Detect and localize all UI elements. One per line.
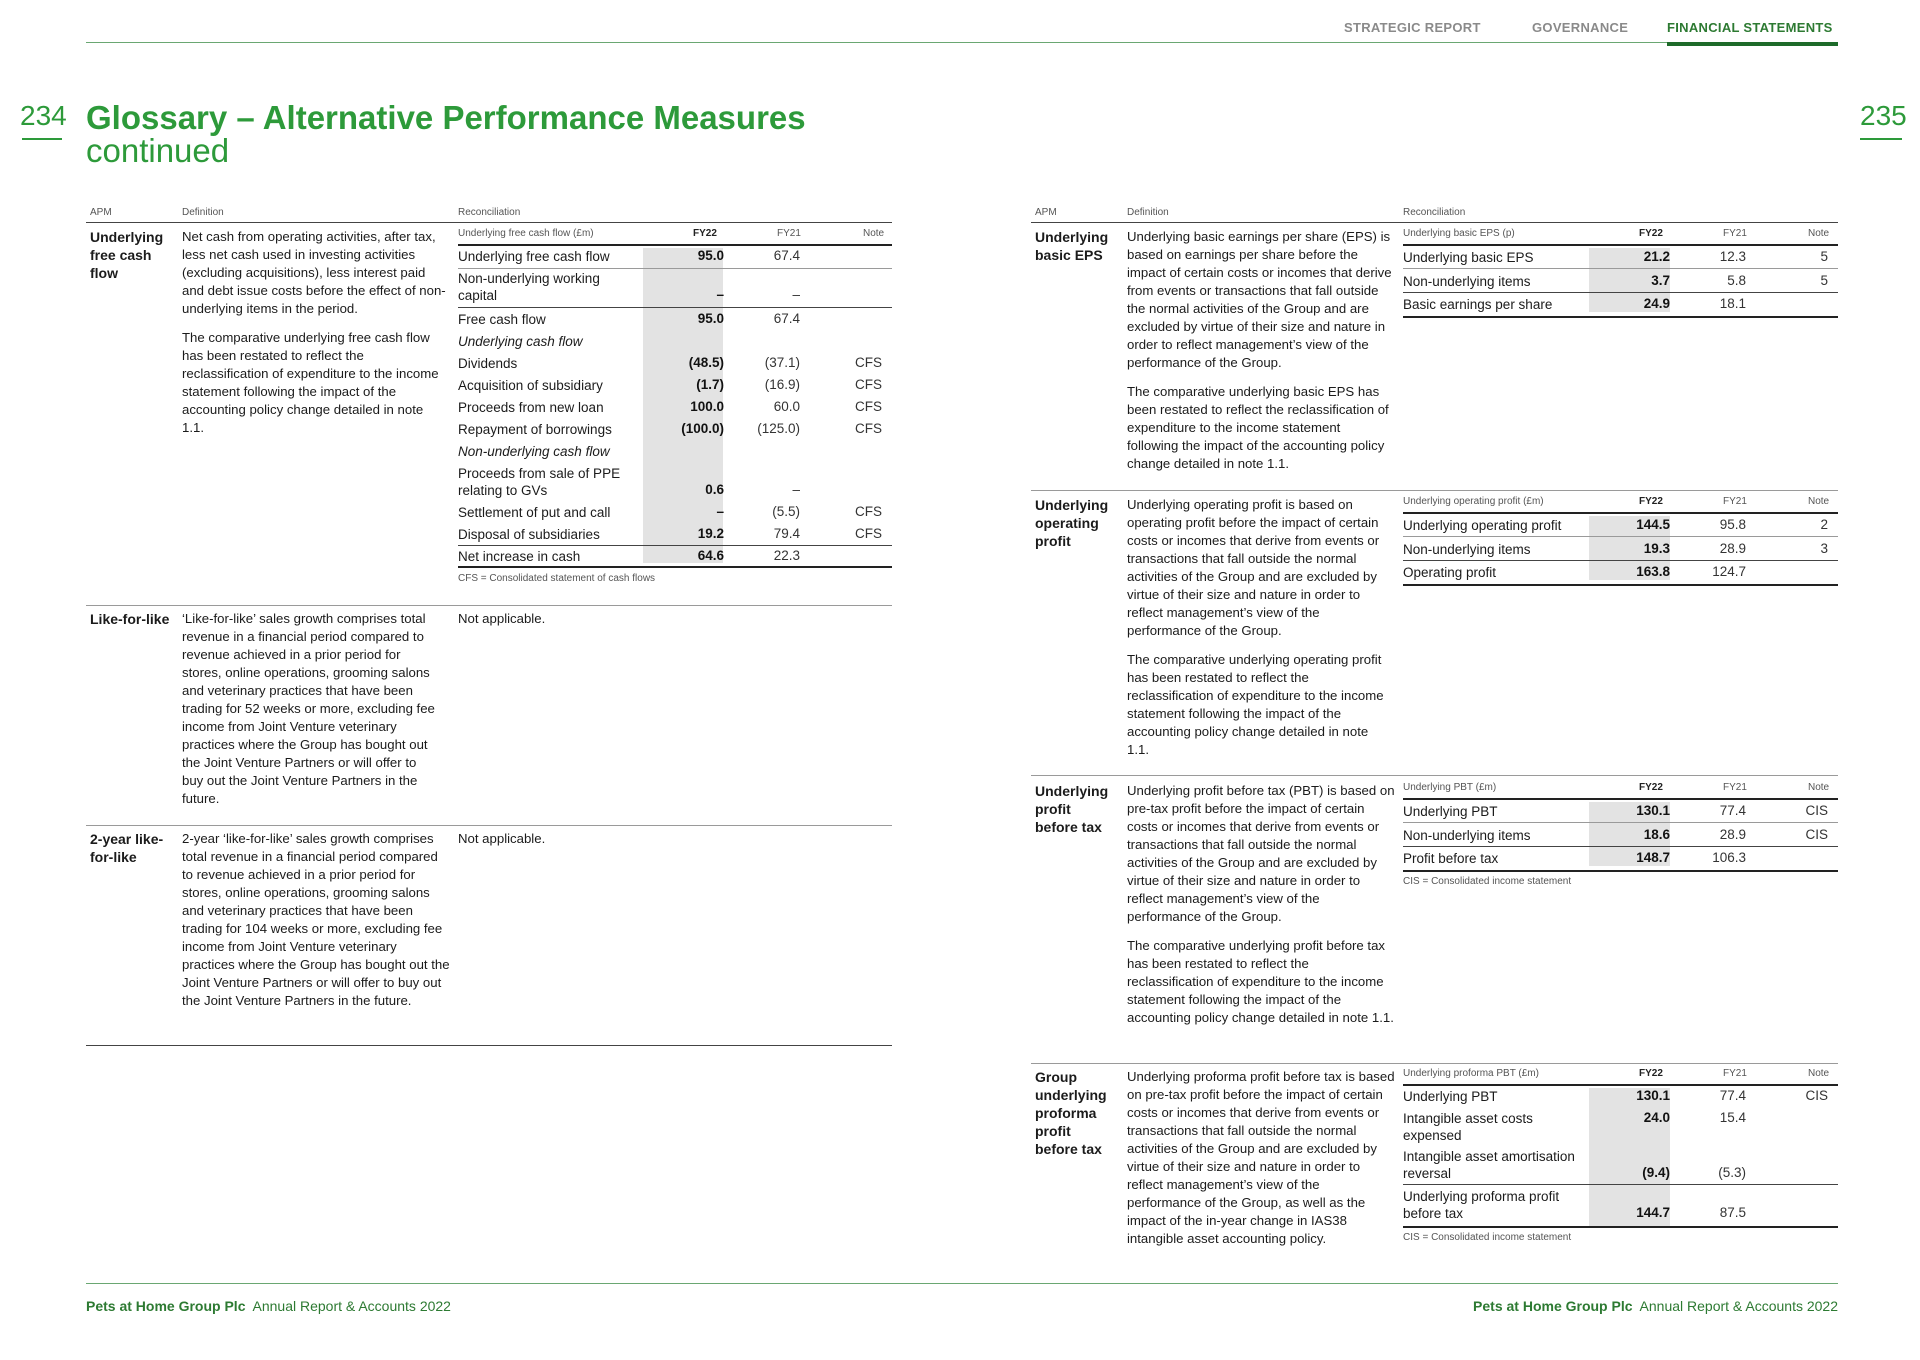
table-row-fy21: (5.3) — [1718, 1165, 1746, 1180]
definition-like-for-like: ‘Like-for-like’ sales growth comprises total revenue in a financial period compared to revenue achieved in a prior period for stores, online operations, grooming salons and veterinary practices that have been trading for 52 weeks or more, excluding fee income from Joint Venture veterinary practices where the Group has bought out the Joint Venture Partners or will offer to buy out the Joint Venture Partners in the future. — [182, 611, 435, 806]
header-rule-right — [1031, 222, 1838, 223]
apm-underlying-operating-profit: Underlying operating profit — [1035, 497, 1109, 549]
table-row-note: CIS — [1805, 1088, 1828, 1103]
table-row-label: Underlying operating profit — [1403, 518, 1562, 533]
table-row-label: Non-underlying cash flow — [458, 444, 610, 459]
table-row-fy21: 124.7 — [1712, 564, 1746, 579]
footer-company-right: Pets at Home Group Plc — [1473, 1298, 1633, 1314]
table-row-label: Proceeds from new loan — [458, 400, 604, 415]
table-uop-fy21-header: FY21 — [1723, 496, 1747, 507]
table-row-fy21: 22.3 — [773, 548, 800, 563]
table-upbt-fy22-header: FY22 — [1639, 782, 1663, 793]
row-divider — [1403, 846, 1838, 847]
col-header-definition-right: Definition — [1127, 207, 1169, 218]
table-gupbt-top-rule — [1403, 1084, 1838, 1086]
table-row-note: 5 — [1820, 273, 1828, 288]
col-header-apm: APM — [90, 207, 112, 218]
table-row-note: CFS — [855, 526, 882, 541]
table-row-label: Underlying PBT — [1403, 1089, 1498, 1104]
table-row-fy21: 79.4 — [773, 526, 800, 541]
table-row-fy21: (5.5) — [772, 504, 800, 519]
col-header-apm-right: APM — [1035, 207, 1057, 218]
table-uop-title: Underlying operating profit (£m) — [1403, 496, 1544, 507]
table-row-fy21: 15.4 — [1719, 1110, 1746, 1125]
table-row-fy22: 19.3 — [1643, 541, 1670, 556]
footer-left — [86, 1298, 451, 1314]
table-row-label: Profit before tax — [1403, 851, 1499, 866]
page-number-left: 234 — [20, 100, 67, 131]
table-ufcf-title: Underlying free cash flow (£m) — [458, 228, 594, 239]
page-number-rule-left — [22, 138, 62, 140]
table-eps-top-rule — [1403, 244, 1838, 246]
table-row-fy22: 130.1 — [1636, 803, 1670, 818]
table-row-note: CIS — [1805, 827, 1828, 842]
table-row-fy22: 21.2 — [1643, 249, 1670, 264]
table-row-fy21: 67.4 — [773, 248, 800, 263]
definition-2-year-like-for-like: 2-year ‘like-for-like’ sales growth comprises total revenue in a financial period compared to revenue achieved in a prior period for stores, online operations, grooming salons and veterinary practices that have been trading for 104 weeks or more, excluding fee income from Joint Venture veterinary practices where the Group has bought out the Joint Venture Partners or will offer to buy out the Joint Venture Partners in the future. — [182, 831, 450, 1008]
definition-eps — [1127, 228, 1395, 484]
table-row-note: CFS — [855, 377, 882, 392]
footer-report-right: Annual Report & Accounts 2022 — [1639, 1298, 1838, 1314]
footer-company-left: Pets at Home Group Plc — [86, 1298, 246, 1314]
table-row-fy21: (125.0) — [757, 421, 800, 436]
table-row-fy21: (16.9) — [764, 377, 800, 392]
footer-right — [1473, 1298, 1838, 1314]
nav-active-underline — [1667, 42, 1838, 46]
table-row-fy22: 24.9 — [1643, 296, 1670, 311]
section-divider — [1031, 1063, 1838, 1064]
table-row-fy21: 60.0 — [773, 399, 800, 414]
table-upbt-footnote: CIS = Consolidated income statement — [1403, 876, 1572, 887]
table-row-label: Non-underlying items — [1403, 274, 1531, 289]
footer-report-left: Annual Report & Accounts 2022 — [252, 1298, 451, 1314]
table-row-fy22: 3.7 — [1651, 273, 1670, 288]
definition-ufcf — [182, 228, 448, 448]
row-divider — [458, 307, 892, 308]
row-divider — [1403, 560, 1838, 561]
table-uop-top-rule — [1403, 512, 1838, 514]
table-eps — [1403, 228, 1838, 328]
table-row-label: Intangible asset costs expensed — [1403, 1111, 1533, 1143]
table-row-fy22: 95.0 — [697, 248, 724, 263]
reconciliation-2-year-like-for-like: Not applicable. — [458, 831, 546, 846]
apm-underlying-profit-before-tax: Underlying profit before tax — [1035, 783, 1109, 835]
table-gupbt-fy22-header: FY22 — [1639, 1068, 1663, 1079]
table-ufcf-note-header: Note — [863, 228, 885, 239]
table-row-fy22: 100.0 — [690, 399, 724, 414]
apm-underlying-free-cash-flow: Underlying free cash flow — [90, 229, 164, 281]
table-row-fy22: – — [716, 287, 724, 302]
nav-strategic-report[interactable]: STRATEGIC REPORT — [1344, 20, 1481, 35]
table-uop-bottom-rule — [1403, 584, 1838, 586]
table-row-fy22: (1.7) — [696, 377, 724, 392]
row-divider — [1403, 1184, 1838, 1185]
table-row-fy22: 144.7 — [1636, 1205, 1670, 1220]
definition-ufcf-p1: Net cash from operating activities, after tax, less net cash used in investing activities (excluding acquisitions), less interest paid and debt issue costs before the effect of non-underlying items in the period. — [182, 229, 446, 316]
nav-financial-statements[interactable]: FINANCIAL STATEMENTS — [1667, 20, 1833, 35]
table-upbt-bottom-rule — [1403, 870, 1838, 872]
table-ufcf-fy21-header: FY21 — [777, 228, 801, 239]
table-gupbt-note-header: Note — [1808, 1068, 1830, 1079]
table-row-note: CFS — [855, 355, 882, 370]
table-eps-fy21-header: FY21 — [1723, 228, 1747, 239]
definition-gupbt: Underlying proforma profit before tax is based on pre-tax profit before the impact of certain costs or incomes that derive from events or transactions that fall outside the normal activities of the Group and are excluded by virtue of their size and nature in order to reflect management’s view of the performance of the Group, as well as the impact of the in-year change in IAS38 intangible asset accounting policy. — [1127, 1069, 1395, 1246]
table-row-fy22: 64.6 — [697, 548, 724, 563]
footer-rule-right — [964, 1283, 1838, 1284]
table-gupbt-bottom-rule — [1403, 1226, 1838, 1228]
left-page-bottom-rule — [86, 1045, 892, 1046]
table-row-label: Underlying PBT — [1403, 804, 1498, 819]
table-gupbt-footnote: CIS = Consolidated income statement — [1403, 1232, 1572, 1243]
table-row-label: Intangible asset amortisation reversal — [1403, 1149, 1575, 1181]
table-row-fy21: (37.1) — [764, 355, 800, 370]
table-ufcf — [458, 228, 892, 588]
table-row-note: CIS — [1805, 803, 1828, 818]
table-row-note: 5 — [1820, 249, 1828, 264]
table-ufcf-fy22-header: FY22 — [693, 228, 717, 239]
definition-upbt-p2: The comparative underlying profit before tax has been restated to reflect the reclassification of expenditure to the income statement following the impact of the accounting policy change detailed in note 1.1. — [1127, 938, 1394, 1025]
table-row-label: Acquisition of subsidiary — [458, 378, 603, 393]
section-divider — [86, 825, 892, 826]
page-number-right: 235 — [1860, 100, 1907, 131]
table-gupbt-title: Underlying proforma PBT (£m) — [1403, 1068, 1539, 1079]
table-row-label: Operating profit — [1403, 565, 1497, 580]
row-divider — [458, 545, 892, 546]
table-eps-note-header: Note — [1808, 228, 1830, 239]
table-row-fy21: 28.9 — [1719, 827, 1746, 842]
page-subtitle: continued — [86, 132, 230, 169]
table-row-fy22: 18.6 — [1643, 827, 1670, 842]
table-upbt — [1403, 782, 1838, 892]
table-row-fy21: – — [792, 287, 800, 302]
table-row-fy21: 5.8 — [1727, 273, 1746, 288]
table-row-label: Dividends — [458, 356, 518, 371]
table-uop — [1403, 496, 1838, 596]
table-upbt-top-rule — [1403, 798, 1838, 800]
table-eps-fy22-header: FY22 — [1639, 228, 1663, 239]
table-uop-fy22-header: FY22 — [1639, 496, 1663, 507]
table-upbt-fy21-header: FY21 — [1723, 782, 1747, 793]
table-gupbt-fy21-header: FY21 — [1723, 1068, 1747, 1079]
row-divider — [1403, 536, 1838, 537]
table-row-label: Non-underlying items — [1403, 828, 1531, 843]
table-row-fy22: (48.5) — [688, 355, 724, 370]
section-divider — [86, 605, 892, 606]
table-row-fy22: 0.6 — [705, 482, 724, 497]
table-row-label: Underlying proforma profit before tax — [1403, 1189, 1560, 1221]
col-header-reconciliation-right: Reconciliation — [1403, 207, 1466, 218]
table-row-fy22: 144.5 — [1636, 517, 1670, 532]
table-row-label: Underlying basic EPS — [1403, 250, 1534, 265]
table-row-label: Underlying free cash flow — [458, 249, 610, 264]
table-row-fy22: – — [716, 504, 724, 519]
page-number-rule-right — [1860, 138, 1902, 140]
table-row-fy22: 19.2 — [697, 526, 724, 541]
table-eps-title: Underlying basic EPS (p) — [1403, 228, 1515, 239]
table-upbt-note-header: Note — [1808, 782, 1830, 793]
table-row-label: Settlement of put and call — [458, 505, 611, 520]
table-row-fy21: 77.4 — [1719, 803, 1746, 818]
table-row-fy22: 148.7 — [1636, 850, 1670, 865]
definition-upbt — [1127, 782, 1395, 1038]
table-uop-note-header: Note — [1808, 496, 1830, 507]
table-row-fy21: 18.1 — [1719, 296, 1746, 311]
row-divider — [1403, 822, 1838, 823]
table-row-note: CFS — [855, 399, 882, 414]
apm-like-for-like: Like-for-like — [90, 611, 170, 627]
top-rule-left — [86, 42, 964, 43]
definition-upbt-p1: Underlying profit before tax (PBT) is based on pre-tax profit before the impact of certain costs or incomes that derive from events or transactions that fall outside the normal activities of the Group and are excluded by virtue of their size and nature in order to reflect management’s view of the performance of the Group. — [1127, 783, 1395, 924]
table-upbt-title: Underlying PBT (£m) — [1403, 782, 1497, 793]
table-row-label: Non-underlying items — [1403, 542, 1531, 557]
table-row-fy21: 95.8 — [1719, 517, 1746, 532]
row-divider — [1403, 292, 1838, 293]
table-row-label: Proceeds from sale of PPE relating to GVs — [458, 466, 621, 498]
table-row-label: Disposal of subsidiaries — [458, 527, 600, 542]
table-gupbt — [1403, 1068, 1838, 1248]
table-row-fy22: (100.0) — [681, 421, 724, 436]
table-ufcf-footnote: CFS = Consolidated statement of cash flows — [458, 573, 656, 584]
table-row-fy21: 12.3 — [1719, 249, 1746, 264]
apm-underlying-basic-eps: Underlying basic EPS — [1035, 229, 1109, 263]
apm-group-underlying-proforma-pbt: Group underlying proforma profit before tax — [1035, 1069, 1107, 1157]
table-row-note: 3 — [1820, 541, 1828, 556]
row-divider — [458, 268, 892, 269]
table-row-label: Non-underlying working capital — [458, 271, 600, 303]
reconciliation-like-for-like: Not applicable. — [458, 611, 546, 626]
page-title: Glossary – Alternative Performance Measures — [86, 99, 806, 136]
header-rule-left — [86, 222, 892, 223]
table-row-fy22: 130.1 — [1636, 1088, 1670, 1103]
definition-eps-p2: The comparative underlying basic EPS has been restated to reflect the reclassification of expenditure to the income statement following the impact of the accounting policy change detailed in note 1.1. — [1127, 384, 1389, 471]
table-row-fy21: 28.9 — [1719, 541, 1746, 556]
table-row-fy22: 163.8 — [1636, 564, 1670, 579]
table-row-fy21: 87.5 — [1719, 1205, 1746, 1220]
definition-eps-p1: Underlying basic earnings per share (EPS) is based on earnings per share before the impact of certain costs or incomes that derive from events or transactions that fall outside the normal activities of the Group and are excluded by virtue of their size and nature in order to reflect management’s view of the performance of the Group. — [1127, 229, 1392, 370]
table-ufcf-bottom-rule — [458, 566, 892, 568]
table-row-label: Basic earnings per share — [1403, 297, 1553, 312]
section-divider — [1031, 490, 1838, 491]
apm-2-year-like-for-like: 2-year like-for-like — [90, 831, 164, 865]
table-row-fy21: 67.4 — [773, 311, 800, 326]
row-divider — [1403, 268, 1838, 269]
table-row-fy21: 106.3 — [1712, 850, 1746, 865]
col-header-reconciliation: Reconciliation — [458, 207, 521, 218]
table-row-label: Underlying cash flow — [458, 334, 583, 349]
table-row-fy21: 77.4 — [1719, 1088, 1746, 1103]
definition-uop-p2: The comparative underlying operating profit has been restated to reflect the reclassification of expenditure to the income statement following the impact of the accounting policy change detailed in note 1.1. — [1127, 652, 1384, 757]
definition-uop-p1: Underlying operating profit is based on operating profit before the impact of certain costs or incomes that derive from events or transactions that fall outside the normal activities of the Group and are excluded by virtue of their size and nature in order to reflect management’s view of the performance of the Group. — [1127, 497, 1380, 638]
nav-governance[interactable]: GOVERNANCE — [1532, 20, 1629, 35]
table-ufcf-top-rule — [458, 244, 892, 246]
table-row-label: Free cash flow — [458, 312, 546, 327]
footer-rule-left — [86, 1283, 964, 1284]
table-row-label: Repayment of borrowings — [458, 422, 612, 437]
table-row-fy22: 95.0 — [697, 311, 724, 326]
table-row-label: Net increase in cash — [458, 549, 581, 564]
table-eps-bottom-rule — [1403, 316, 1838, 318]
definition-ufcf-p2: The comparative underlying free cash flow has been restated to reflect the reclassification of expenditure to the income statement following the impact of the accounting policy change detailed in note 1.1. — [182, 330, 439, 435]
table-row-note: CFS — [855, 504, 882, 519]
col-header-definition: Definition — [182, 207, 224, 218]
definition-uop — [1127, 496, 1389, 770]
table-row-note: 2 — [1820, 517, 1828, 532]
table-row-note: CFS — [855, 421, 882, 436]
table-row-fy22: 24.0 — [1643, 1110, 1670, 1125]
table-row-fy21: – — [792, 482, 800, 497]
section-divider — [1031, 775, 1838, 776]
table-row-fy22: (9.4) — [1642, 1165, 1670, 1180]
